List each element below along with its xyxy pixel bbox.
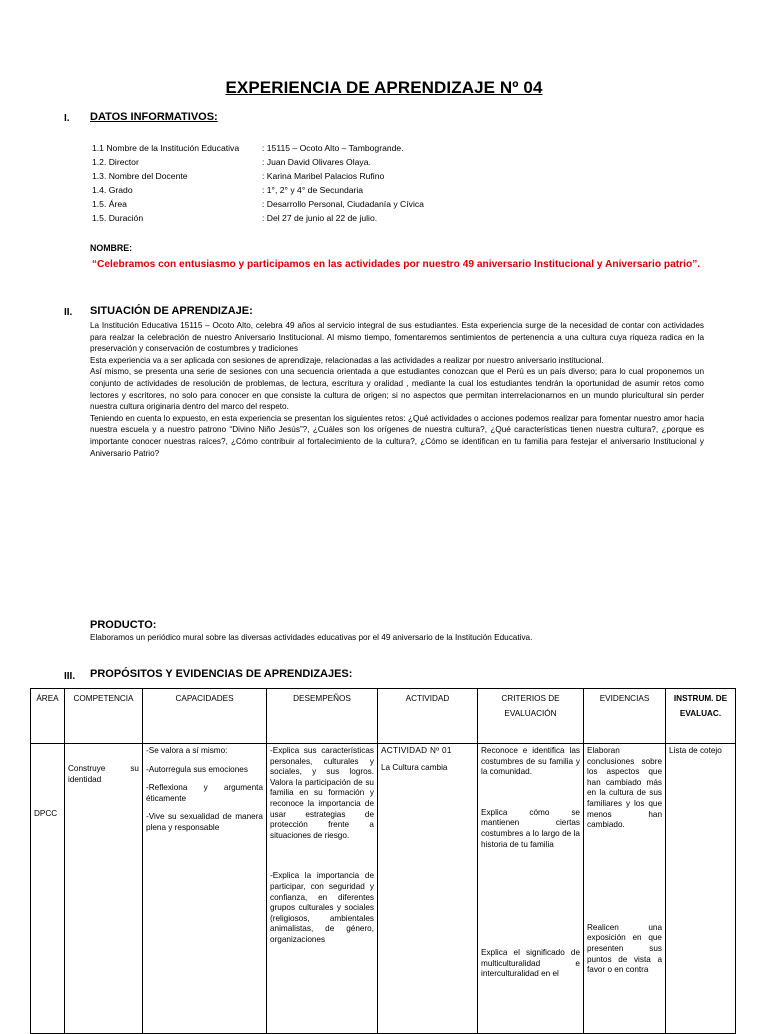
instrum-value: Lista de cotejo <box>669 746 722 755</box>
cell-capacidades <box>143 744 267 1034</box>
desempeno-item: -Explica la importancia de participar, con seguridad y confianza, en diferentes grupos culturales y sociales (religiosos, ambientales animalistas, de género, organizaciones <box>270 871 374 944</box>
section-1-title: DATOS INFORMATIVOS: <box>90 111 218 123</box>
desempeno-item: -Explica sus características personales, culturales y sociales, y sus logros. Valora la participación de su familia en su formación y reconoce la importancia de usar estrategias de protección frente a situaciones de riesgo. <box>270 746 374 840</box>
info-value: : 15115 – Ocoto Alto – Tambogrande. <box>262 143 404 153</box>
cell-desempenos <box>267 744 378 1034</box>
actividad-name: La Cultura cambia <box>381 762 448 772</box>
info-label: 1.4. Grado <box>92 185 133 195</box>
cell-competencia <box>65 744 143 1034</box>
capacidad-item: -Se valora a sí mismo: <box>146 746 228 755</box>
info-label: 1.5. Duración <box>92 213 144 223</box>
info-value: : Del 27 de junio al 22 de julio. <box>262 213 378 223</box>
header-area: ÁREA <box>31 689 65 744</box>
table-row <box>31 744 736 1034</box>
info-row-duration <box>92 213 378 223</box>
purposes-table <box>30 688 736 1034</box>
capacidad-item: -Vive su sexualidad de manera plena y responsable <box>146 812 263 832</box>
info-value: : Karina Maribel Palacios Rufino <box>262 171 385 181</box>
document-title: EXPERIENCIA DE APRENDIZAJE Nº 04 <box>225 78 543 97</box>
criterio-item: Reconoce e identifica las costumbres de su familia y la comunidad. <box>481 746 580 777</box>
section-2-title: SITUACIÓN DE APRENDIZAJE: <box>90 305 253 317</box>
section-1-number: I. <box>64 113 70 124</box>
info-row-institution <box>92 143 404 153</box>
info-label: 1.2. Director <box>92 157 139 167</box>
info-row-area <box>92 199 424 209</box>
capacidad-item: -Autorregula sus emociones <box>146 764 248 774</box>
header-desempenos: DESEMPEÑOS <box>267 689 378 744</box>
info-row-director <box>92 157 371 167</box>
info-value: : Juan David Olivares Olaya. <box>262 157 371 167</box>
situation-text <box>90 320 704 459</box>
info-label: 1.5. Área <box>92 199 127 209</box>
situation-paragraph: Así mismo, se presenta una serie de sesiones con una secuencia orientada a que estudiantes conozcan que el Perú es un país diverso; para lo cual proponemos un conjunto de actividades de resolución de problemas, de lectura, escritura y oralidad , mediante la cual los estudiantes tendrán la oportunidad de asumir retos como lectores y escritores, no solo para conocer en que consiste la cultura de origen; si no aspectos que permitan interrelacionarnos en un mundo pluricultural sin perder nuestra cultura originaria dentro del marco del respeto. <box>90 367 704 412</box>
evidencia-item: Realicen una exposición en que presenten sus puntos de vista a favor o en contra <box>587 922 662 975</box>
cell-evidencias <box>584 744 666 1034</box>
section-3-title: PROPÓSITOS Y EVIDENCIAS DE APRENDIZAJES: <box>90 668 353 680</box>
situation-paragraph: Esta experiencia va a ser aplicada con sesiones de aprendizaje, relacionadas a las actividades a realizar por nuestro aniversario institucional. <box>90 355 604 365</box>
cell-instrum <box>666 744 736 1034</box>
competencia-value: Construye su identidad <box>68 764 139 784</box>
table-header-row <box>31 689 736 744</box>
situation-paragraph: La Institución Educativa 15115 – Ocoto Alto, celebra 49 años al servicio integral de sus estudiantes. Esta experiencia surge de la necesidad de contar con actividades para realzar la celebración de nuestro Aniversario Institucional. Al mismo tiempo, fomentaremos sentimientos de pertenencia a una cultura cuya riqueza radica en la preservación y conservación de costumbres y tradiciones <box>90 321 704 354</box>
info-label: 1.3. Nombre del Docente <box>92 171 188 181</box>
cell-area <box>31 744 65 1034</box>
situation-paragraph: Teniendo en cuenta lo expuesto, en esta experiencia se presentan los siguientes retos: ¿Qué actividades o acciones podemos realizar para fomentar nuestro amor hacia nuestra escuela y a nuestro patrono “Divino Niño Jesús”?, ¿Cuáles son los orígenes de nuestra cultura?, ¿Qué características tienen nuestra cultura?, ¿porque es importante conocer nuestras raíces?, ¿Cómo contribuir al fortalecimiento de la cultura?, ¿Cómo se identifican en tu familia para festejar el aniversario Institucional y Aniversario Patrio? <box>90 413 704 458</box>
info-value: : 1°, 2° y 4° de Secundaria <box>262 185 364 195</box>
nombre-label: NOMBRE: <box>90 243 133 253</box>
header-evidencias: EVIDENCIAS <box>584 689 666 744</box>
experience-name: “Celebramos con entusiasmo y participamos en las actividades por nuestro 49 aniversario Institucional y Aniversario patrio”. <box>91 259 701 270</box>
product-title: PRODUCTO: <box>90 619 157 631</box>
header-capacidades: CAPACIDADES <box>143 689 267 744</box>
info-label: 1.1 Nombre de la Institución Educativa <box>92 143 240 153</box>
cell-actividad <box>378 744 478 1034</box>
capacidad-item: -Reflexiona y argumenta éticamente <box>146 783 263 803</box>
cell-criterios <box>478 744 584 1034</box>
section-3-number: III. <box>64 671 76 682</box>
header-criterios: CRITERIOS DE EVALUACIÓN <box>478 689 584 744</box>
criterio-item: Explica cómo se mantienen ciertas costumbres a lo largo de la historia de tu familia <box>481 807 580 849</box>
area-value: DPCC <box>34 809 58 819</box>
info-row-grade <box>92 185 364 195</box>
header-actividad: ACTIVIDAD <box>378 689 478 744</box>
actividad-number: ACTIVIDAD Nº 01 <box>381 746 452 755</box>
evidencia-item: Elaboran conclusiones sobre los aspectos que han cambiado más en la cultura de sus familiares y los que menos han cambiado. <box>587 746 662 830</box>
criterio-item: Explica el significado de multiculturalidad e interculturalidad en el <box>481 948 580 979</box>
section-2-number: II. <box>64 307 73 318</box>
info-value: : Desarrollo Personal, Ciudadanía y Cívica <box>262 199 424 209</box>
product-text: Elaboramos un periódico mural sobre las diversas actividades educativas por el 49 aniversario de la Institución Educativa. <box>90 633 533 642</box>
info-row-teacher <box>92 171 385 181</box>
header-competencia: COMPETENCIA <box>65 689 143 744</box>
header-instrum: INSTRUM. DE EVALUAC. <box>666 689 736 744</box>
